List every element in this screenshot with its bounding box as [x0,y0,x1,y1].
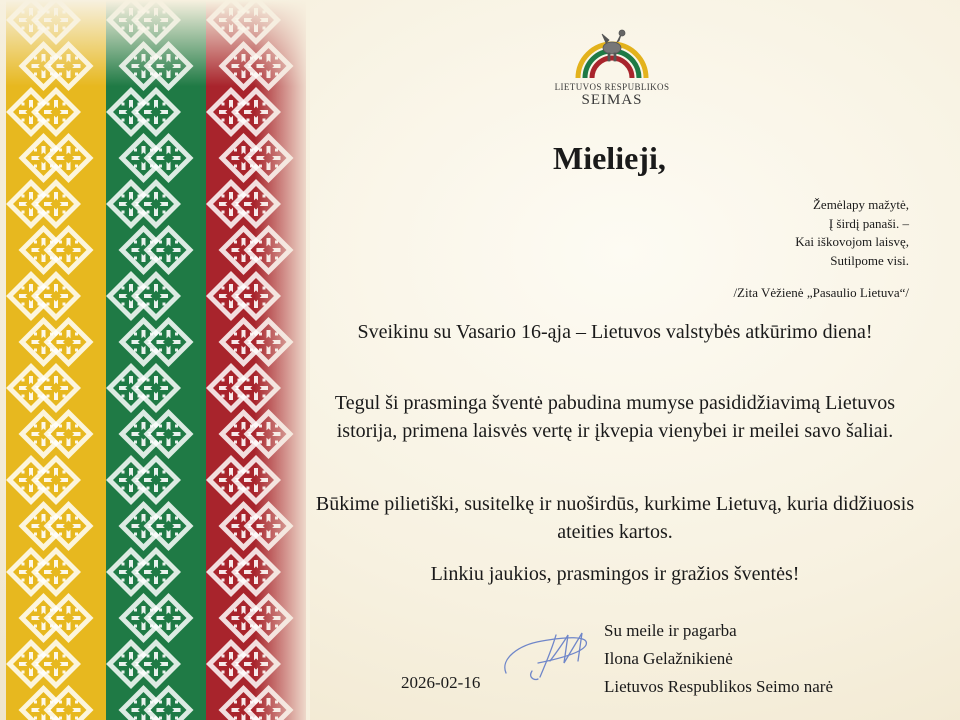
signer-name: Ilona Gelažnikienė [604,649,733,668]
handwritten-signature [498,623,603,685]
poem-line: Kai iškovojom laisvę, [795,234,909,249]
poem-line: Į širdį panaši. – [828,215,909,231]
folk-pattern-flag-band [0,0,310,720]
closing-block [604,617,833,701]
logo-line-1: LIETUVOS RESPUBLIKOS [554,82,670,92]
paragraph-closing-wish: Linkiu jaukios, prasmingos ir gražios šventės! [430,563,800,585]
poem-quote [795,196,909,270]
closing-phrase: Su meile ir pagarba [604,621,737,640]
paragraph-wish: Tegul ši prasminga šventė pabudina mumyse pasididžiavimą Lietuvos istorija, primena laisvės vertę ir įkvepia vienybei ir meilei savo šaliai. [334,392,896,442]
seimas-logo [548,26,676,122]
poem-line: Sutilpome visi. [830,252,909,268]
poem-citation: /Zita Vėžienė „Pasaulio Lietuva“/ [733,285,909,300]
seimas-emblem-icon [572,26,652,80]
letter-date: 2026-02-16 [401,673,481,692]
poem-line: Žemėlapy mažytė, [812,197,909,212]
paragraph-greeting: Sveikinu su Vasario 16-ąja – Lietuvos valstybės atkūrimo diena! [357,321,873,343]
signer-title: Lietuvos Respublikos Seimo narė [604,677,834,696]
paragraph-call: Būkime pilietiški, susitelkę ir nuoširdūs, kurkime Lietuvą, kuria didžiuosis ateities kartos. [315,493,915,543]
greeting: Mielieji, [553,140,666,176]
logo-line-2: SEIMAS [581,92,643,108]
